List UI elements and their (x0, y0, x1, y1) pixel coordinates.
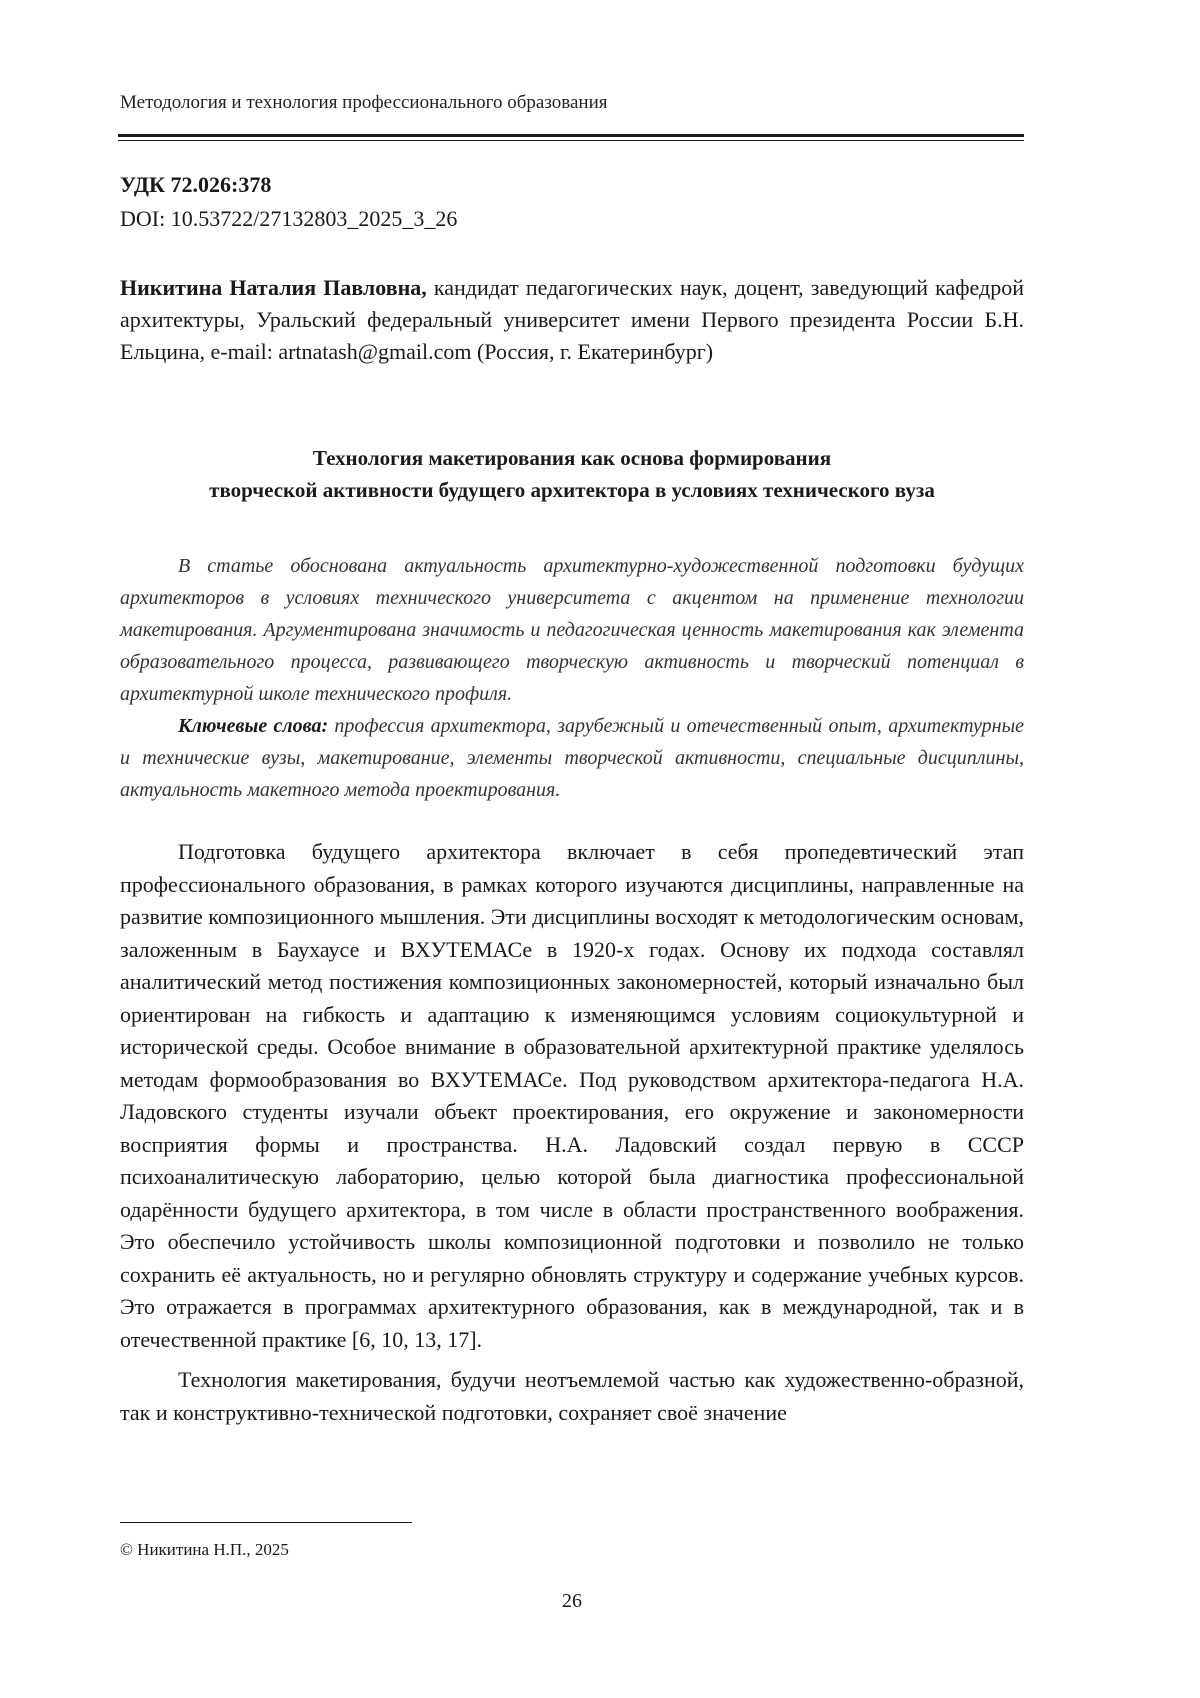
body-paragraph: Подготовка будущего архитектора включает в себя пропедевтический этап профессионального образования, в рамках которого изучаются дисциплины, направленные на развитие композиционного мышления. Эти дисциплины восходят к методологическим основам, заложенным в Баухаусе и ВХУТЕМАСе в 1920-х годах. Основу их подхода составлял аналитический метод постижения композиционных закономерностей, который изначально был ориентирован на гибкость и адаптацию к изменяющимся условиям социокультурной и исторической среды. Особое внимание в образовательной архитектурной практике уделялось методам формообразования во ВХУТЕМАСе. Под руководством архитектора-педагога Н.А. Ладовского студенты изучали объект проектирования, его окружение и закономерности восприятия формы и пространства. Н.А. Ладовский создал первую в СССР психоаналитическую лабораторию, целью которой была диагностика профессиональной одарённости будущего архитектора, в том числе в области пространственного воображения. Это обеспечило устойчивость школы композиционной подготовки и позволило не только сохранить её актуальность, но и регулярно обновлять структуру и содержание учебных курсов. Это отражается в программах архитектурного образования, как в международной, так и в отечественной практике [6, 10, 13, 17]. (120, 839, 1024, 1352)
keywords-label: Ключевые слова: (178, 715, 329, 737)
header-rule-thin (118, 140, 1024, 141)
article-title-line-2: творческой активности будущего архитектора в условиях технического вуза (209, 478, 935, 502)
header-rule-thick (118, 134, 1024, 137)
body-paragraph: Технология макетирования, будучи неотъемлемой частью как художественно-образной, так и конструктивно-технической подготовки, сохраняет своё значение (120, 1367, 1024, 1425)
author-details: кандидат педагогических наук, доцент, заведующий кафедрой архитектуры, Уральский федеральный университет имени Первого президента России Б.Н. Ельцина, e-mail: artnatash@gmail.com (Россия, г. Екатеринбург) (120, 275, 1024, 364)
article-body (120, 836, 1024, 1437)
article-title (120, 442, 1024, 506)
page-number: 26 (562, 1590, 582, 1612)
author-name: Никитина Наталия Павловна, (120, 275, 427, 300)
abstract-text: В статье обоснована актуальность архитектурно-художественной подготовки будущих архитекторов в условиях технического университета с акцентом на применение технологии макетирования. Аргументирована значимость и педагогическая ценность макетирования как элемента образовательного процесса, развивающего творческую активность и творческий потенциал в архитектурной школе технического профиля. (120, 555, 1024, 705)
article-title-line-1: Технология макетирования как основа формирования (312, 446, 832, 470)
udk-code: УДК 72.026:378 (120, 172, 272, 197)
abstract (120, 550, 1024, 806)
keywords-text: профессия архитектора, зарубежный и отечественный опыт, архитектурные и технические вузы, макетирование, элементы творческой активности, специальные дисциплины, актуальность макетного метода проектирования. (120, 715, 1025, 801)
doi: DOI: 10.53722/27132803_2025_3_26 (120, 206, 458, 231)
footnote-rule (120, 1522, 412, 1523)
keywords (120, 710, 1024, 806)
author-info (120, 272, 1024, 368)
copyright-note: © Никитина Н.П., 2025 (120, 1540, 289, 1559)
running-title: Методология и технология профессионального образования (120, 92, 608, 113)
